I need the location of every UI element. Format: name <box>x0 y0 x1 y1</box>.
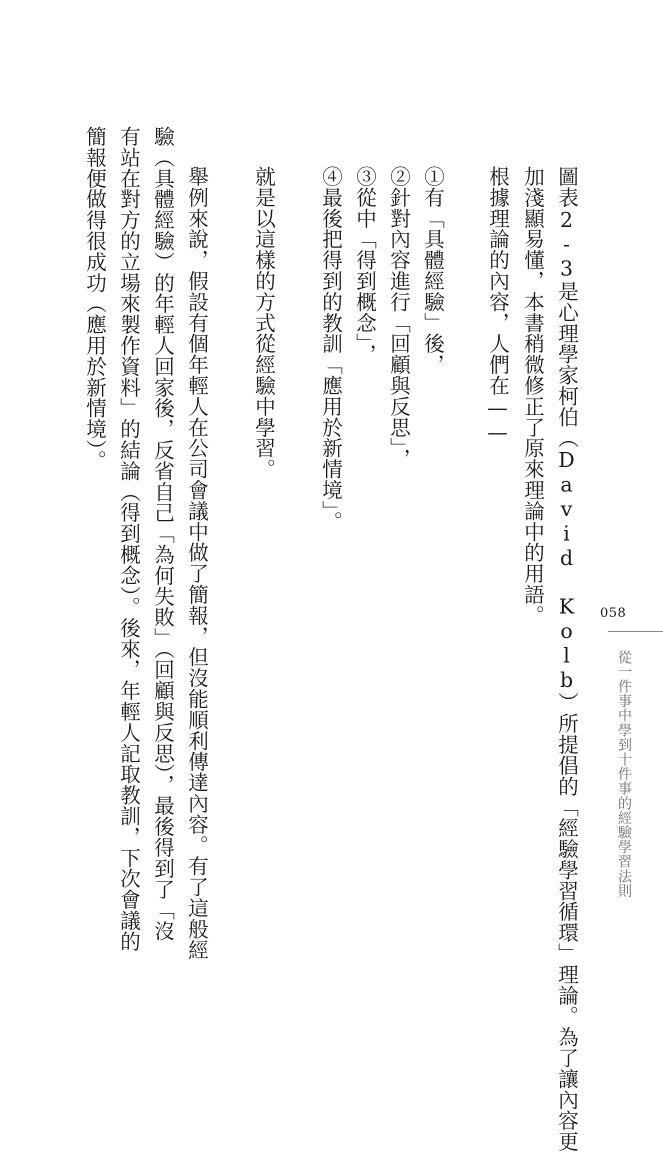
paragraph-4-line-2: 驗（具體經驗）的年輕人回家後，反省自己「為何失敗」（回顧與反思），最後得到了「沒 <box>150 126 175 942</box>
header-divider <box>608 631 663 632</box>
paragraph-4-line-1: 舉例來說，假設有個年輕人在公司會議中做了簡報，但沒能順利傳達內容。有了這般經 <box>184 166 209 961</box>
paragraph-3: 就是以這樣的方式從經驗中學習。 <box>251 166 276 480</box>
list-item-2: ②針對內容進行「回顧與反思」， <box>386 166 411 470</box>
paragraph-1-line-1: 圖表2-3是心理學家柯伯（David Kolb）所提倡的「經驗學習循環」理論。為了讓內容更 <box>554 166 579 1152</box>
paragraph-1-line-2: 加淺顯易懂，本書稍微修正了原來理論中的用語。 <box>520 166 545 626</box>
page-number: 058 <box>600 606 627 621</box>
list-item-4: ④最後把得到的教訓「應用於新情境」。 <box>318 166 343 532</box>
paragraph-4-line-3: 有站在對方的立場來製作資料」的結論（得到概念）。後來，年輕人記取教訓，下次會議的 <box>116 126 141 952</box>
list-item-3: ③從中「得到概念」， <box>352 166 377 365</box>
running-title: 從一件事中學到十件事的經驗學習法則 <box>616 650 632 899</box>
list-item-1: ①有「具體經驗」後， <box>420 166 445 375</box>
paragraph-4-line-4: 簡報便做得很成功（應用於新情境）。 <box>82 126 107 472</box>
paragraph-2: 根據理論的內容，人們在—— <box>485 166 510 445</box>
